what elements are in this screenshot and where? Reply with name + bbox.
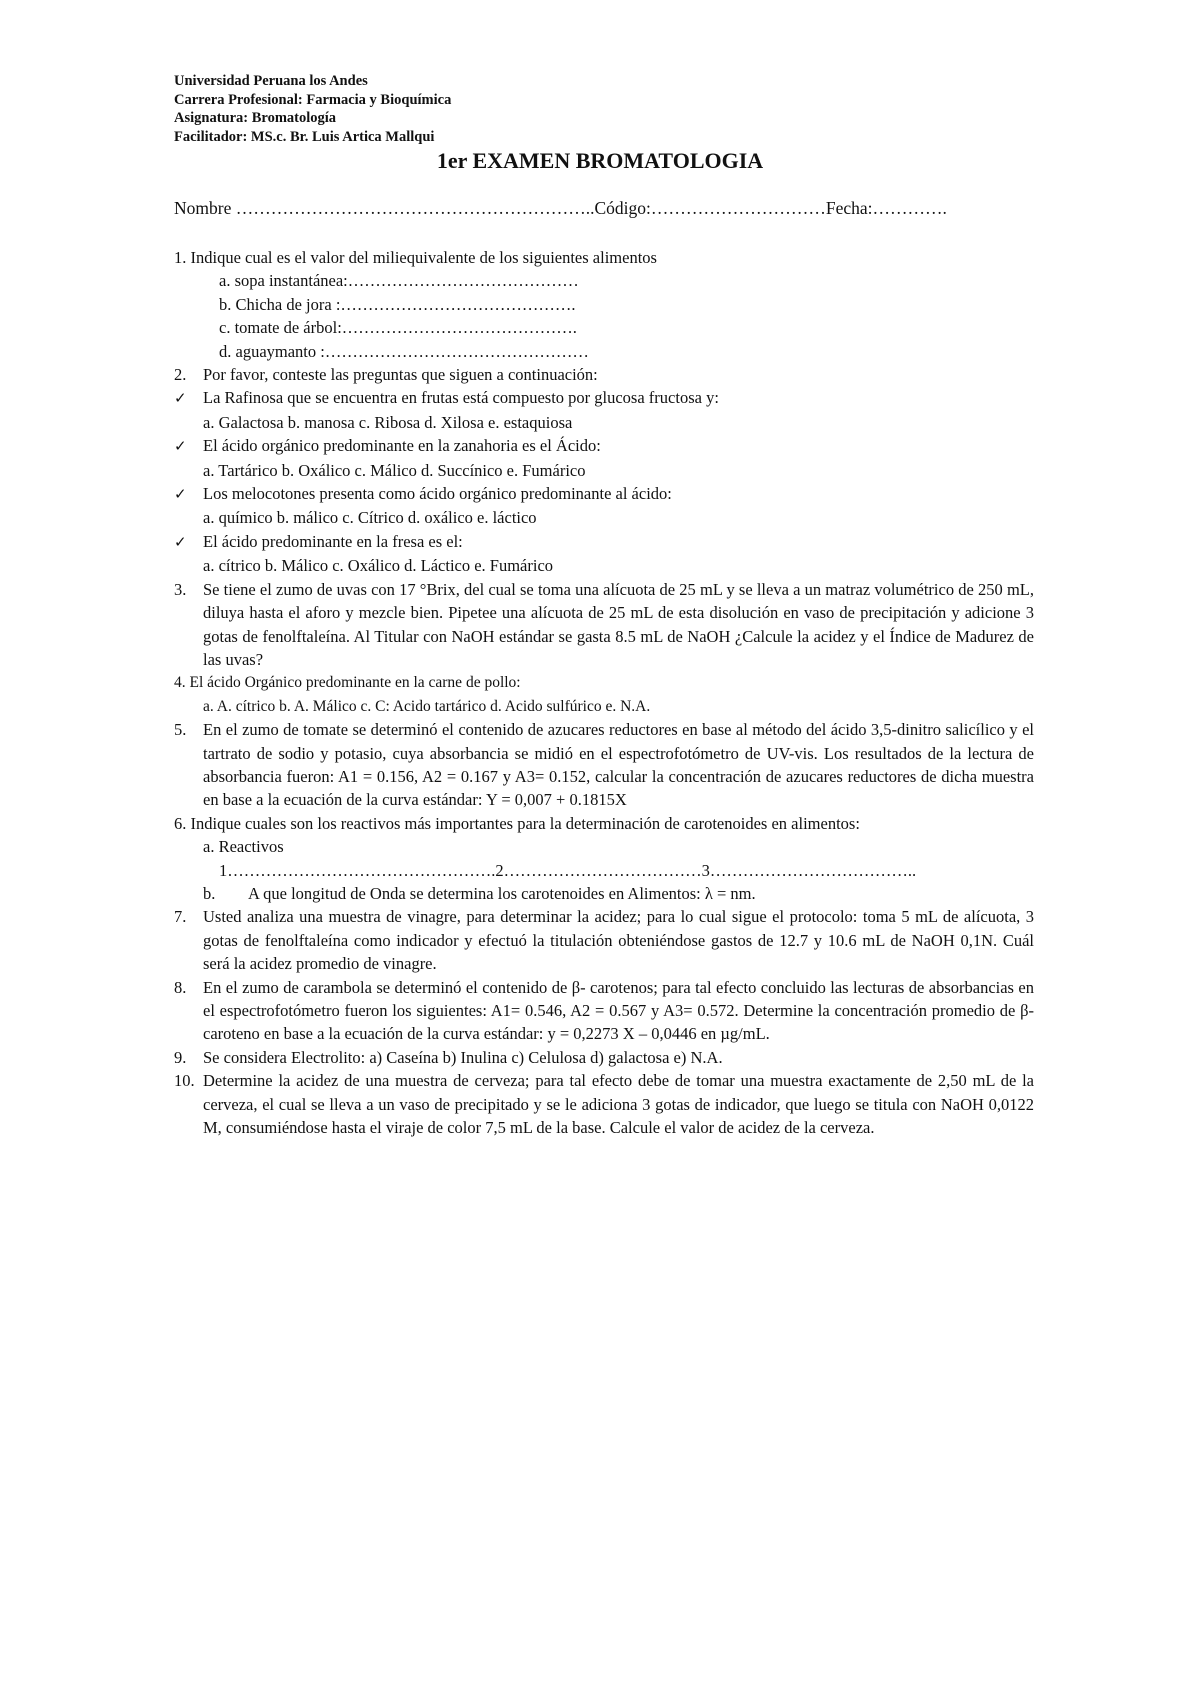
question-number: 7. — [174, 907, 187, 927]
question-number: 10. — [174, 1071, 195, 1091]
q2-sub-4-options: a. cítrico b. Málico c. Oxálico d. Láctico e. Fumárico — [203, 556, 554, 576]
university-name: Universidad Peruana los Andes — [174, 73, 368, 89]
question-3 — [174, 578, 1034, 672]
question-number: 1. — [174, 248, 187, 267]
question-text: Se considera Electrolito: a) Caseína b) Inulina c) Celulosa d) galactosa e) N.A. — [203, 1047, 723, 1067]
question-9 — [174, 1046, 1034, 1069]
question-5 — [174, 718, 1034, 812]
question-number: 5. — [174, 720, 187, 740]
q4-options: a. A. cítrico b. A. Málico c. C: Acido tartárico d. Acido sulfúrico e. N.A. — [203, 697, 651, 715]
question-4 — [174, 671, 1034, 694]
sub-question-text: El ácido predominante en la fresa es el: — [203, 531, 463, 551]
subject-name: Asignatura: Bromatología — [174, 110, 337, 126]
exam-title: 1er EXAMEN BROMATOLOGIA — [436, 148, 764, 173]
q2-sub-1-options: a. Galactosa b. manosa c. Ribosa d. Xilosa e. estaquiosa — [203, 412, 573, 432]
q1-item-d: d. aguaymanto :………………………………………… — [219, 341, 589, 361]
question-text: Usted analiza una muestra de vinagre, para determinar la acidez; para lo cual sigue el protocolo: toma 5 mL de alícuota, 3 gotas de fenolftaleína como indicador y efectuó la titulación obteniéndose gastos de 12.7 y 10.6 mL de NaOH 0,1N. Cuál será la acidez promedio de vinagre. — [203, 907, 1034, 974]
sub-question-text: Los melocotones presenta como ácido orgánico predominante al ácido: — [203, 484, 672, 504]
question-number: 2. — [174, 365, 187, 385]
q2-sub-3-options: a. químico b. málico c. Cítrico d. oxálico e. láctico — [203, 508, 537, 528]
facilitator-name: Facilitador: MS.c. Br. Luis Artica Mallqui — [174, 128, 435, 145]
question-text: Indique cual es el valor del miliequivalente de los siguientes alimentos — [190, 248, 657, 267]
question-2 — [174, 363, 1034, 386]
question-8 — [174, 976, 1034, 1046]
question-number: 9. — [174, 1047, 187, 1067]
question-number: 8. — [174, 977, 187, 997]
q1-item-a: a. sopa instantánea:…………………………………… — [219, 271, 579, 291]
q6-reactivos-label: a. Reactivos — [203, 837, 284, 857]
q1-item-b: b. Chicha de jora :……………………………………. — [219, 294, 576, 314]
checkmark-icon: ✓ — [174, 437, 187, 456]
student-info-line: Nombre ……………………………………………………..Código:…………………………Fecha:…………. — [174, 198, 947, 218]
q6-b-text: A que longitud de Onda se determina los carotenoides en Alimentos: λ = nm. — [248, 883, 756, 903]
q6-reactivos-blanks: 1………………………………………….2………………………………3……………………………….. — [219, 860, 917, 880]
document-header — [174, 72, 451, 146]
question-10 — [174, 1069, 1034, 1139]
q1-item-c: c. tomate de árbol:……………………………………. — [219, 318, 577, 338]
checkmark-icon: ✓ — [174, 532, 187, 551]
sub-question-text: La Rafinosa que se encuentra en frutas está compuesto por glucosa fructosa y: — [203, 388, 719, 408]
q2-sub-3 — [174, 482, 1034, 506]
question-text: El ácido Orgánico predominante en la carne de pollo: — [189, 674, 521, 692]
career-name: Carrera Profesional: Farmacia y Bioquímica — [174, 91, 452, 108]
question-text: Determine la acidez de una muestra de cerveza; para tal efecto debe de tomar una muestra exactamente de 2,50 mL de la cerveza, el cual se lleva a un vaso de precipitado y se le adiciona 3 gotas de indicador, que luego se titula con NaOH 0,0122 M, consumiéndose hasta el viraje de color 7,5 mL de la base. Calcule el valor de acidez de la cerveza. — [203, 1071, 1034, 1138]
question-text: Se tiene el zumo de uvas con 17 °Brix, del cual se toma una alícuota de 25 mL y se lleva a un matraz volumétrico de 250 mL, diluya hasta el aforo y mezcle bien. Pipetee una alícuota de 25 mL de esta disolución en vaso de precipitación y adicione 3 gotas de fenolftaleína. Al Titular con NaOH estándar se gasta 8.5 mL de NaOH ¿Calcule la acidez y el Índice de Madurez de las uvas? — [203, 579, 1034, 669]
q2-sub-2-options: a. Tartárico b. Oxálico c. Málico d. Succínico e. Fumárico — [203, 460, 586, 480]
q6-part-b — [174, 882, 1034, 905]
question-text: En el zumo de carambola se determinó el contenido de β- carotenos; para tal efecto concluido las lecturas de absorbancias en el espectrofotómetro fueron los siguientes: A1= 0.546, A2 = 0.567 y A3= 0.572. Determine la concentración promedio de β-caroteno en base a la ecuación de la curva estándar: y = 0,2273 X – 0,0446 en µg/mL. — [203, 977, 1034, 1044]
question-text: Por favor, conteste las preguntas que siguen a continuación: — [203, 365, 598, 385]
question-6 — [174, 812, 1034, 835]
exam-questions — [174, 246, 1034, 1139]
q2-sub-1 — [174, 386, 1034, 410]
question-text: Indique cuales son los reactivos más importantes para la determinación de carotenoides en alimentos: — [190, 813, 860, 833]
q2-sub-4 — [174, 530, 1034, 554]
question-1 — [174, 246, 1034, 269]
checkmark-icon: ✓ — [174, 389, 187, 408]
question-number: 3. — [174, 579, 187, 599]
question-text: En el zumo de tomate se determinó el contenido de azucares reductores en base al método del ácido 3,5-dinitro salicílico y el tartrato de sodio y potasio, cuya absorbancia se midió en el espectrofotómetro de UV-vis. Los resultados de la lectura de absorbancia fueron: A1 = 0.156, A2 = 0.167 y A3= 0.152, calcular la concentración de azucares reductores de dicha muestra en base a la ecuación de la curva estándar: Y = 0,007 + 0.1815X — [203, 720, 1034, 810]
q2-sub-2 — [174, 434, 1034, 458]
question-number: 4. — [174, 674, 186, 692]
question-number: 6. — [174, 813, 187, 833]
checkmark-icon: ✓ — [174, 485, 187, 504]
question-7 — [174, 905, 1034, 975]
q6-b-label: b. — [203, 883, 216, 903]
sub-question-text: El ácido orgánico predominante en la zanahoria es el Ácido: — [203, 436, 601, 456]
